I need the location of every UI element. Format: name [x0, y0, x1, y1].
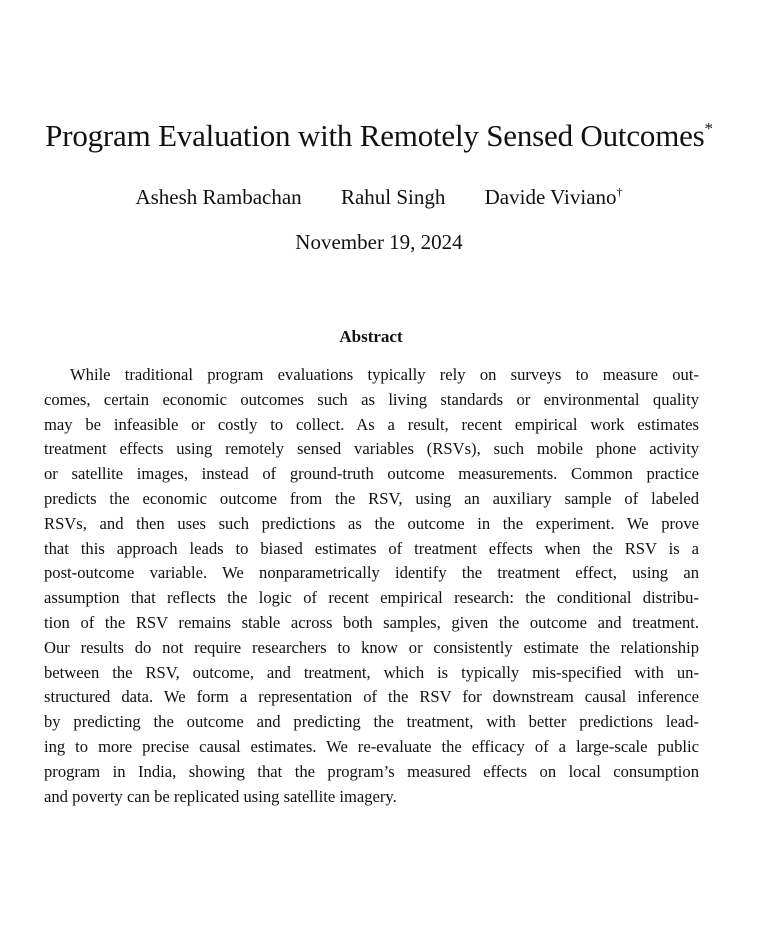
abstract-line: While traditional program evaluations typically rely on surveys to measure out- [70, 365, 699, 384]
abstract-line: post-outcome variable. We nonparametrically identify the treatment effect, using an [44, 563, 699, 583]
paper-date: November 19, 2024 [295, 230, 463, 254]
title-footnote-mark: * [704, 119, 713, 138]
author-1 [135, 184, 301, 210]
author-footnote-mark: † [616, 185, 623, 199]
abstract-line: structured data. We form a representation of the RSV for downstream causal inference [44, 687, 699, 707]
abstract-line: by predicting the outcome and predicting the treatment, with better predictions lead- [44, 712, 699, 732]
author-name: Rahul Singh [340, 185, 446, 209]
abstract-line: tion of the RSV remains stable across both samples, given the outcome and treatment. [44, 612, 699, 632]
abstract-line: between the RSV, outcome, and treatment, which is typically mis-specified with un- [44, 662, 699, 682]
abstract-body [44, 363, 699, 809]
author-3 [485, 184, 623, 210]
author-name: Ashesh Rambachan [135, 185, 302, 209]
abstract-line: that this approach leads to biased estimates of treatment effects when the RSV is a [44, 538, 699, 558]
author-2 [341, 184, 445, 210]
abstract-line: program in India, showing that the program’s measured effects on local consumption [44, 761, 699, 781]
abstract-line: and poverty can be replicated using satellite imagery. [44, 786, 397, 806]
paper-title-text: Program Evaluation with Remotely Sensed Outcomes [45, 118, 705, 153]
abstract-heading: Abstract [339, 327, 403, 346]
abstract-line: treatment effects using remotely sensed variables (RSVs), such mobile phone activity [44, 439, 699, 459]
abstract-line: ing to more precise causal estimates. We re-evaluate the efficacy of a large-scale public [44, 736, 699, 756]
abstract-line: comes, certain economic outcomes such as living standards or environmental quality [44, 389, 699, 409]
abstract-line: Our results do not require researchers to know or consistently estimate the relationship [44, 637, 699, 657]
abstract-line: assumption that reflects the logic of recent empirical research: the conditional distribu- [44, 588, 699, 608]
abstract-line: RSVs, and then uses such predictions as the outcome in the experiment. We prove [44, 513, 699, 533]
author-name: Davide Viviano [484, 185, 617, 209]
abstract-line: or satellite images, instead of ground-truth outcome measurements. Common practice [44, 464, 699, 484]
abstract-line: may be infeasible or costly to collect. As a result, recent empirical work estimates [44, 414, 699, 434]
author-list [0, 184, 758, 210]
paper-title [0, 116, 758, 156]
abstract-line: predicts the economic outcome from the RSV, using an auxiliary sample of labeled [44, 488, 699, 508]
